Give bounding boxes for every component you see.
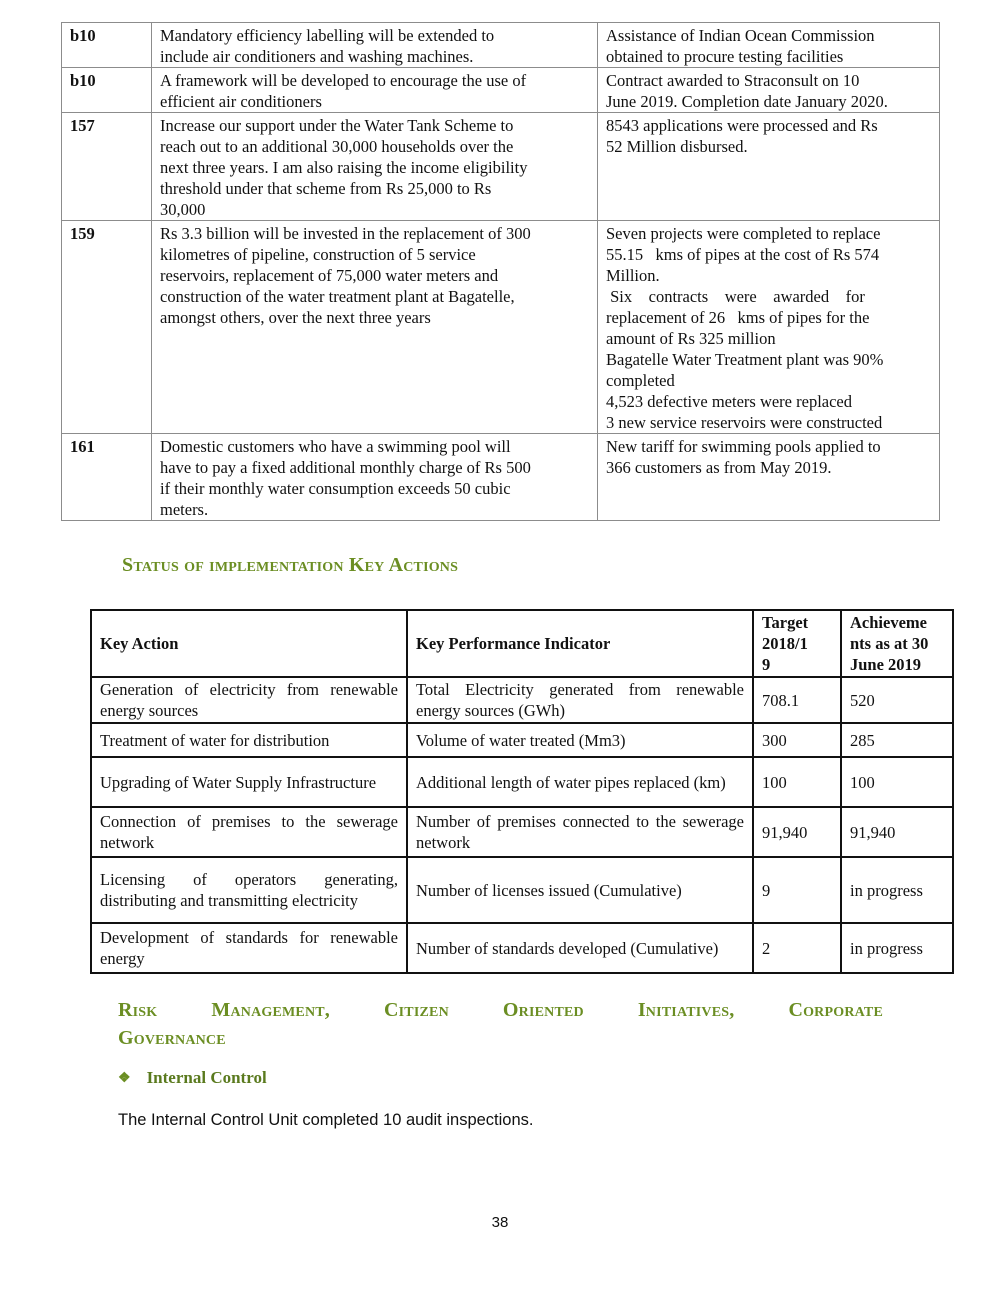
measure-line: amongst others, over the next three years bbox=[160, 308, 431, 327]
implementation-status-cell bbox=[598, 23, 940, 68]
header-key-action: Key Action bbox=[91, 610, 407, 677]
measure-line: next three years. I am also raising the income eligibility bbox=[160, 158, 528, 177]
page-number: 38 bbox=[491, 1214, 509, 1231]
header-achievement-line: June 2019 bbox=[850, 655, 922, 674]
measure-line: threshold under that scheme from Rs 25,000 to Rs bbox=[160, 179, 492, 198]
status-section-heading: Status of implementation Key Actions bbox=[122, 554, 459, 576]
status-line: 55.15 kms of pipes at the cost of Rs 574 bbox=[606, 245, 880, 264]
target-cell: 9 bbox=[753, 857, 841, 923]
header-achievement-line: Achieveme bbox=[850, 613, 927, 632]
status-line: replacement of 26 kms of pipes for the bbox=[606, 308, 870, 327]
target-cell: 2 bbox=[753, 923, 841, 973]
header-achievement-line: nts as at 30 bbox=[850, 634, 929, 653]
budget-row bbox=[62, 23, 940, 68]
kpi-cell: Additional length of water pipes replaced (km) bbox=[407, 757, 753, 807]
measure-line: Domestic customers who have a swimming pool will bbox=[160, 437, 511, 456]
header-achievement bbox=[841, 610, 953, 677]
status-line: New tariff for swimming pools applied to bbox=[606, 437, 881, 456]
key-action-cell: Connection of premises to the sewerage network bbox=[91, 807, 407, 857]
target-cell: 91,940 bbox=[753, 807, 841, 857]
measure-line: construction of the water treatment plant at Bagatelle, bbox=[160, 287, 515, 306]
budget-measure-cell bbox=[152, 113, 598, 221]
budget-measure-cell bbox=[152, 221, 598, 434]
status-line: obtained to procure testing facilities bbox=[606, 47, 844, 66]
status-line: 52 Million disbursed. bbox=[606, 137, 748, 156]
header-target-line: Target bbox=[762, 613, 809, 632]
budget-measure-cell bbox=[152, 68, 598, 113]
measure-line: Mandatory efficiency labelling will be extended to bbox=[160, 26, 495, 45]
key-actions-header-row bbox=[91, 610, 953, 677]
key-action-cell: Development of standards for renewable energy bbox=[91, 923, 407, 973]
key-action-row bbox=[91, 757, 953, 807]
measure-line: reach out to an additional 30,000 households over the bbox=[160, 137, 514, 156]
status-line: June 2019. Completion date January 2020. bbox=[606, 92, 888, 111]
paragraph-number: 161 bbox=[62, 434, 152, 521]
status-line: Million. bbox=[606, 266, 660, 285]
status-line: completed bbox=[606, 371, 675, 390]
key-action-row bbox=[91, 723, 953, 757]
key-action-cell: Upgrading of Water Supply Infrastructure bbox=[91, 757, 407, 807]
risk-heading-line1: Risk Management, Citizen Oriented Initiatives, Corporate bbox=[118, 999, 883, 1021]
measure-line: meters. bbox=[160, 500, 209, 519]
measure-line: reservoirs, replacement of 75,000 water meters and bbox=[160, 266, 499, 285]
kpi-cell: Number of premises connected to the sewerage network bbox=[407, 807, 753, 857]
budget-measures-body bbox=[62, 23, 940, 521]
achievement-cell: in progress bbox=[841, 857, 953, 923]
key-action-row bbox=[91, 923, 953, 973]
measure-line: Increase our support under the Water Tank Scheme to bbox=[160, 116, 514, 135]
key-action-cell: Licensing of operators generating, distributing and transmitting electricity bbox=[91, 857, 407, 923]
status-line: amount of Rs 325 million bbox=[606, 329, 776, 348]
budget-measure-cell bbox=[152, 434, 598, 521]
budget-measures-table bbox=[61, 22, 940, 521]
measure-line: efficient air conditioners bbox=[160, 92, 322, 111]
status-line: 4,523 defective meters were replaced bbox=[606, 392, 852, 411]
header-target bbox=[753, 610, 841, 677]
measure-line: if their monthly water consumption exceeds 50 cubic bbox=[160, 479, 511, 498]
header-kpi: Key Performance Indicator bbox=[407, 610, 753, 677]
kpi-cell: Volume of water treated (Mm3) bbox=[407, 723, 753, 757]
status-line: Contract awarded to Straconsult on 10 bbox=[606, 71, 860, 90]
key-actions-table bbox=[90, 609, 954, 974]
kpi-cell: Number of standards developed (Cumulative) bbox=[407, 923, 753, 973]
key-action-cell: Treatment of water for distribution bbox=[91, 723, 407, 757]
internal-control-label: Internal Control bbox=[146, 1068, 267, 1087]
measure-line: 30,000 bbox=[160, 200, 206, 219]
diamond-bullet-icon: ❖ bbox=[118, 1070, 131, 1086]
internal-control-subheading bbox=[118, 1068, 267, 1088]
budget-measure-cell bbox=[152, 23, 598, 68]
implementation-status-cell bbox=[598, 68, 940, 113]
budget-row bbox=[62, 113, 940, 221]
achievement-cell: 100 bbox=[841, 757, 953, 807]
key-action-row bbox=[91, 677, 953, 723]
achievement-cell: 520 bbox=[841, 677, 953, 723]
internal-control-text: The Internal Control Unit completed 10 audit inspections. bbox=[118, 1111, 534, 1129]
header-target-line: 2018/1 bbox=[762, 634, 808, 653]
measure-line: A framework will be developed to encourage the use of bbox=[160, 71, 527, 90]
kpi-cell: Total Electricity generated from renewable energy sources (GWh) bbox=[407, 677, 753, 723]
achievement-cell: in progress bbox=[841, 923, 953, 973]
header-target-line: 9 bbox=[762, 655, 771, 674]
budget-row bbox=[62, 434, 940, 521]
budget-row bbox=[62, 68, 940, 113]
measure-line: Rs 3.3 billion will be invested in the replacement of 300 bbox=[160, 224, 531, 243]
achievement-cell: 285 bbox=[841, 723, 953, 757]
key-action-cell: Generation of electricity from renewable energy sources bbox=[91, 677, 407, 723]
key-action-row bbox=[91, 807, 953, 857]
key-actions-body bbox=[91, 677, 953, 973]
risk-governance-heading bbox=[118, 996, 883, 1052]
budget-row bbox=[62, 221, 940, 434]
target-cell: 708.1 bbox=[753, 677, 841, 723]
paragraph-number: b10 bbox=[62, 68, 152, 113]
status-line: Bagatelle Water Treatment plant was 90% bbox=[606, 350, 884, 369]
kpi-cell: Number of licenses issued (Cumulative) bbox=[407, 857, 753, 923]
measure-line: have to pay a fixed additional monthly charge of Rs 500 bbox=[160, 458, 531, 477]
implementation-status-cell bbox=[598, 113, 940, 221]
target-cell: 300 bbox=[753, 723, 841, 757]
status-line: 366 customers as from May 2019. bbox=[606, 458, 832, 477]
status-line: Assistance of Indian Ocean Commission bbox=[606, 26, 875, 45]
measure-line: include air conditioners and washing machines. bbox=[160, 47, 474, 66]
paragraph-number: 159 bbox=[62, 221, 152, 434]
status-line: 8543 applications were processed and Rs bbox=[606, 116, 878, 135]
implementation-status-cell bbox=[598, 221, 940, 434]
target-cell: 100 bbox=[753, 757, 841, 807]
risk-heading-line2: Governance bbox=[118, 1027, 226, 1049]
paragraph-number: b10 bbox=[62, 23, 152, 68]
key-action-row bbox=[91, 857, 953, 923]
status-line: Seven projects were completed to replace bbox=[606, 224, 881, 243]
paragraph-number: 157 bbox=[62, 113, 152, 221]
status-line: Six contracts were awarded for bbox=[606, 287, 865, 306]
status-line: 3 new service reservoirs were constructed bbox=[606, 413, 883, 432]
achievement-cell: 91,940 bbox=[841, 807, 953, 857]
measure-line: kilometres of pipeline, construction of 5 service bbox=[160, 245, 476, 264]
implementation-status-cell bbox=[598, 434, 940, 521]
